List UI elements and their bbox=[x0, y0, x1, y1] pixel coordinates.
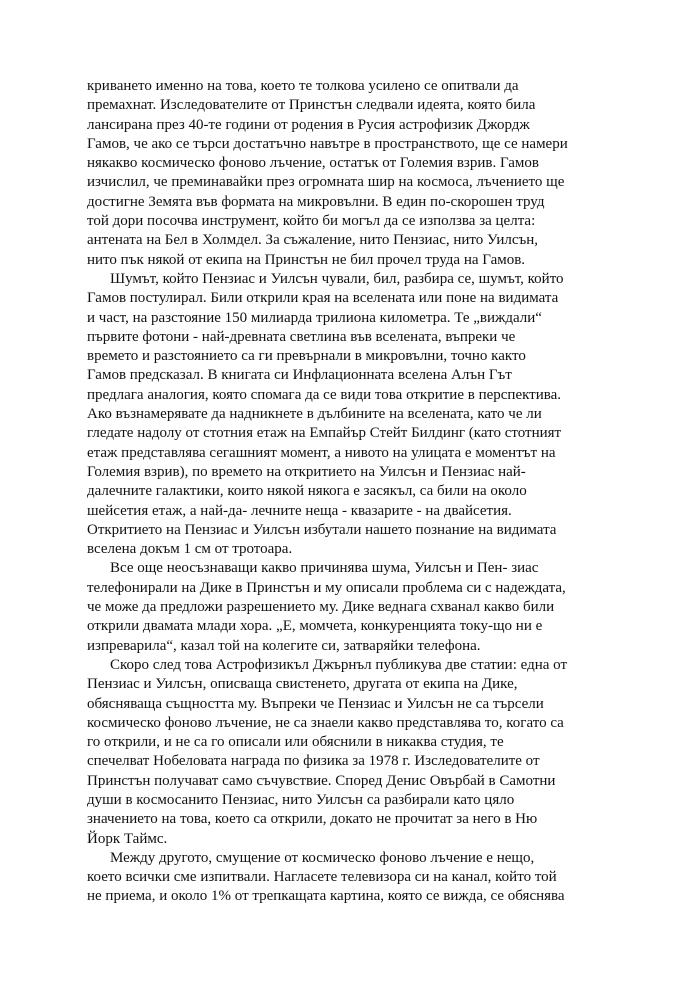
text-line: Гамов постулирал. Били открили края на вселената или поне на видимата bbox=[87, 290, 559, 307]
text-line: че може да предложи разрешението му. Дике веднага схванал какво били bbox=[87, 599, 555, 616]
text-line: телефонирали на Дике в Принстън и му описали проблема си с надеждата, bbox=[87, 579, 566, 596]
text-line: го открили, и не са го описали или обяснили в никаква студия, те bbox=[87, 734, 504, 751]
text-line: Откритието на Пензиас и Уилсън избутали нашето познание на видимата bbox=[87, 521, 557, 538]
text-line: Гамов, че ако се търси достатъчно навътре в пространството, ще се намери bbox=[87, 135, 568, 152]
paragraph-first-line: Между другото, смущение от космическо фоново лъчение е нещо, bbox=[110, 849, 535, 866]
text-line: криването именно на това, което те толкова усилено се опитвали да bbox=[87, 78, 519, 94]
text-line: етаж представлява сегашният момент, а нивото на улицата е моментът на bbox=[87, 444, 556, 461]
text-line: Пензиас и Уилсън, описваща свистенето, другата от екипа на Дике, bbox=[87, 676, 518, 693]
text-line: спечелват Нобеловата награда по физика за 1978 г. Изследователите от bbox=[87, 753, 540, 770]
paragraph-first-line: Все още неосъзнаващи какво причинява шума, Уилсън и Пен- зиас bbox=[110, 560, 539, 577]
paragraph-first-line: Шумът, който Пензиас и Уилсън чували, бил, разбира се, шумът, който bbox=[110, 270, 564, 287]
text-line: което всички сме изпитвали. Нагласете телевизора си на канал, който той bbox=[87, 869, 557, 886]
paragraph-first-line: Скоро след това Астрофизикъл Джърнъл публикува две статии: една от bbox=[110, 656, 568, 673]
text-line: той дори посочва инструмент, който би могъл да се използва за целта: bbox=[87, 213, 536, 230]
text-line: открили двамата млади хора. „Е, момчета, конкуренцията току-що ни е bbox=[87, 618, 543, 635]
text-line: значението на това, което са открили, докато не прочитат за него в Ню bbox=[87, 811, 538, 828]
text-line: космическо фоново лъчение, не са знаели какво представлява то, когато са bbox=[87, 714, 564, 731]
text-line: първите фотони - най-древната светлина във вселената, въпреки че bbox=[87, 328, 516, 345]
body-text bbox=[87, 77, 615, 907]
text-line: Гамов предсказал. В книгата си Инфлационната вселена Алън Гът bbox=[87, 367, 512, 384]
text-line: и част, на разстояние 150 милиарда трилиона километра. Те „виждали“ bbox=[87, 309, 542, 326]
text-line: гледате надолу от стотния етаж на Емпайър Стейт Билдинг (като стотният bbox=[87, 425, 562, 442]
text-line: далечните галактики, които някой някога е засякъл, са били на около bbox=[87, 483, 527, 500]
text-line: вселена докъм 1 см от тротоара. bbox=[87, 541, 293, 558]
text-line: обясняваща същността му. Въпреки че Пензиас и Уилсън не са търсели bbox=[87, 695, 544, 712]
text-line: някакво космическо фоново лъчение, остатък от Големия взрив. Гамов bbox=[87, 155, 539, 172]
text-line: души в космосанито Пензиас, нито Уилсън са разбирали като цяло bbox=[87, 791, 515, 808]
text-line: изпреварила“, казал той на колегите си, затваряйки телефона. bbox=[87, 637, 481, 654]
text-line: нито пък някой от екипа на Принстън не бил прочел труда на Гамов. bbox=[87, 251, 526, 268]
text-line: лансирана през 40-те години от родения в Русия астрофизик Джордж bbox=[87, 116, 530, 133]
text-line: времето и разстоянието са ги превърнали в микровълни, точно както bbox=[87, 348, 526, 365]
text-line: достигне Земята във формата на микровълни. В един по-скорошен труд bbox=[87, 193, 545, 210]
text-line: премахнат. Изследователите от Принстън следвали идеята, която била bbox=[87, 97, 536, 114]
text-line: изчислил, че преминавайки през огромната шир на космоса, лъчението ще bbox=[87, 174, 565, 191]
text-line: не приема, и около 1% от трепкащата картина, която се вижда, се обяснява bbox=[87, 888, 565, 905]
text-line: Принстън получават само съчувствие. Според Денис Овърбай в Самотни bbox=[87, 772, 556, 789]
text-line: шейсетия етаж, а най-да- лечните неща - квазарите - на двайсетия. bbox=[87, 502, 512, 519]
text-line: Ако възнамерявате да надникнете в дълбините на вселената, като че ли bbox=[87, 406, 542, 423]
text-line: предлага аналогия, която спомага да се види това откритие в перспектива. bbox=[87, 386, 562, 403]
text-line: Големия взрив), по времето на откритието на Уилсън и Пензиас най- bbox=[87, 463, 526, 480]
text-line: антената на Бел в Холмдел. За съжаление, нито Пензиас, нито Уилсън, bbox=[87, 232, 539, 249]
text-line: Йорк Таймс. bbox=[87, 830, 168, 847]
